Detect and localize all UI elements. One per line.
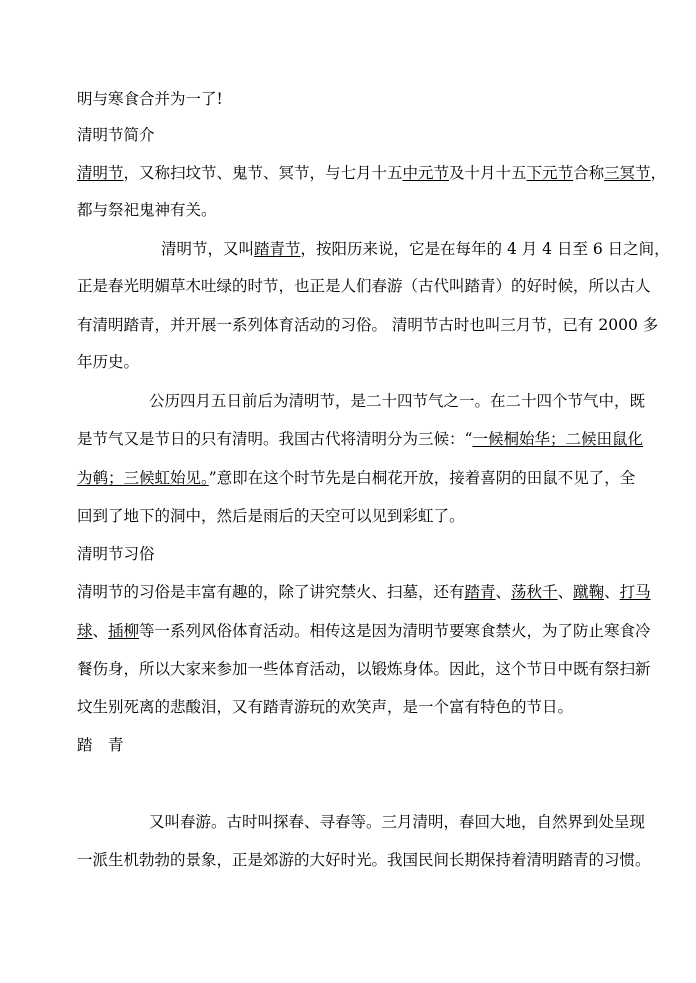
text-line: 坟生别死离的悲酸泪，又有踏青游玩的欢笑声，是一个富有特色的节日。 <box>77 698 574 716</box>
text-line: 都与祭祀鬼神有关。 <box>77 201 217 219</box>
underlined-term: 一候桐始华；二候田鼠化 <box>472 430 643 448</box>
text-line <box>77 620 651 642</box>
text-line: 回到了地下的洞中，然后是雨后的天空可以见到彩虹了。 <box>77 507 465 525</box>
underlined-term: 踏青节 <box>254 240 301 258</box>
underlined-term: 蹴鞠 <box>573 583 605 601</box>
text-run: 及十月十五 <box>449 164 527 182</box>
heading-qingming-customs: 清明节习俗 <box>77 545 155 563</box>
underlined-term: 打马 <box>619 583 651 601</box>
text-run: 、 <box>495 583 512 601</box>
heading-taqing: 踏 青 <box>77 736 124 754</box>
underlined-term: 插柳 <box>108 622 140 640</box>
underlined-term: 中元节 <box>402 164 450 182</box>
text-run: ，又称扫坟节、鬼节、冥节，与七月十五 <box>123 164 403 182</box>
underlined-term: 三冥节 <box>604 164 651 182</box>
underlined-term: 下元节 <box>526 164 574 182</box>
underlined-term: 荡秋千 <box>511 583 558 601</box>
text-line: 一派生机勃勃的景象，正是郊游的大好时光。我国民间长期保持着清明踏青的习惯。 <box>77 851 651 869</box>
text-run: 清明节，又叫 <box>161 240 255 258</box>
text-line: 明与寒食合并为一了! <box>77 90 223 108</box>
text-run: 是节气又是节日的只有清明。我国古代将清明分为三候：“ <box>77 430 473 448</box>
text-line <box>161 238 670 260</box>
text-run: 、 <box>92 622 109 640</box>
text-run: 、 <box>604 583 620 601</box>
text-run: 等一系列风俗体育活动。相传这是因为清明节要寒食禁火，为了防止寒食冷 <box>139 622 651 640</box>
text-line: 餐伤身，所以大家来参加一些体育活动，以锻炼身体。因此，这个节日中既有祭扫新 <box>77 660 651 678</box>
underlined-term: 踏青 <box>464 583 496 601</box>
text-line <box>77 581 651 603</box>
text-run: ，按阳历来说，它是在每年的 4 月 4 日至 6 日之间， <box>300 240 670 258</box>
text-line <box>77 467 635 489</box>
text-run: ”意即在这个时节先是白桐花开放，接着喜阴的田鼠不见了，全 <box>208 469 636 487</box>
text-line <box>77 428 643 450</box>
text-run: 清明节的习俗是丰富有趣的，除了讲究禁火、扫墓，还有 <box>77 583 465 601</box>
underlined-term: 球 <box>77 622 93 640</box>
text-line: 正是春光明媚草木吐绿的时节，也正是人们春游（古代叫踏青）的好时候，所以古人 <box>77 277 651 295</box>
heading-qingming-intro: 清明节简介 <box>77 126 155 144</box>
text-line: 公历四月五日前后为清明节，是二十四节气之一。在二十四个节气中，既 <box>149 392 646 410</box>
text-line: 有清明踏青，并开展一系列体育活动的习俗。 清明节古时也叫三月节，已有 2000 多 <box>77 316 659 334</box>
text-line: 又叫春游。古时叫探春、寻春等。三月清明，春回大地，自然界到处呈现 <box>149 813 646 831</box>
text-run: 合称 <box>573 164 605 182</box>
underlined-term: 为鹌；三候虹始见。 <box>77 469 209 487</box>
text-line: 年历史。 <box>77 353 140 371</box>
underlined-term: 清明节 <box>77 164 124 182</box>
text-run: ， <box>650 164 667 182</box>
text-run: 、 <box>557 583 574 601</box>
text-line <box>77 162 666 184</box>
